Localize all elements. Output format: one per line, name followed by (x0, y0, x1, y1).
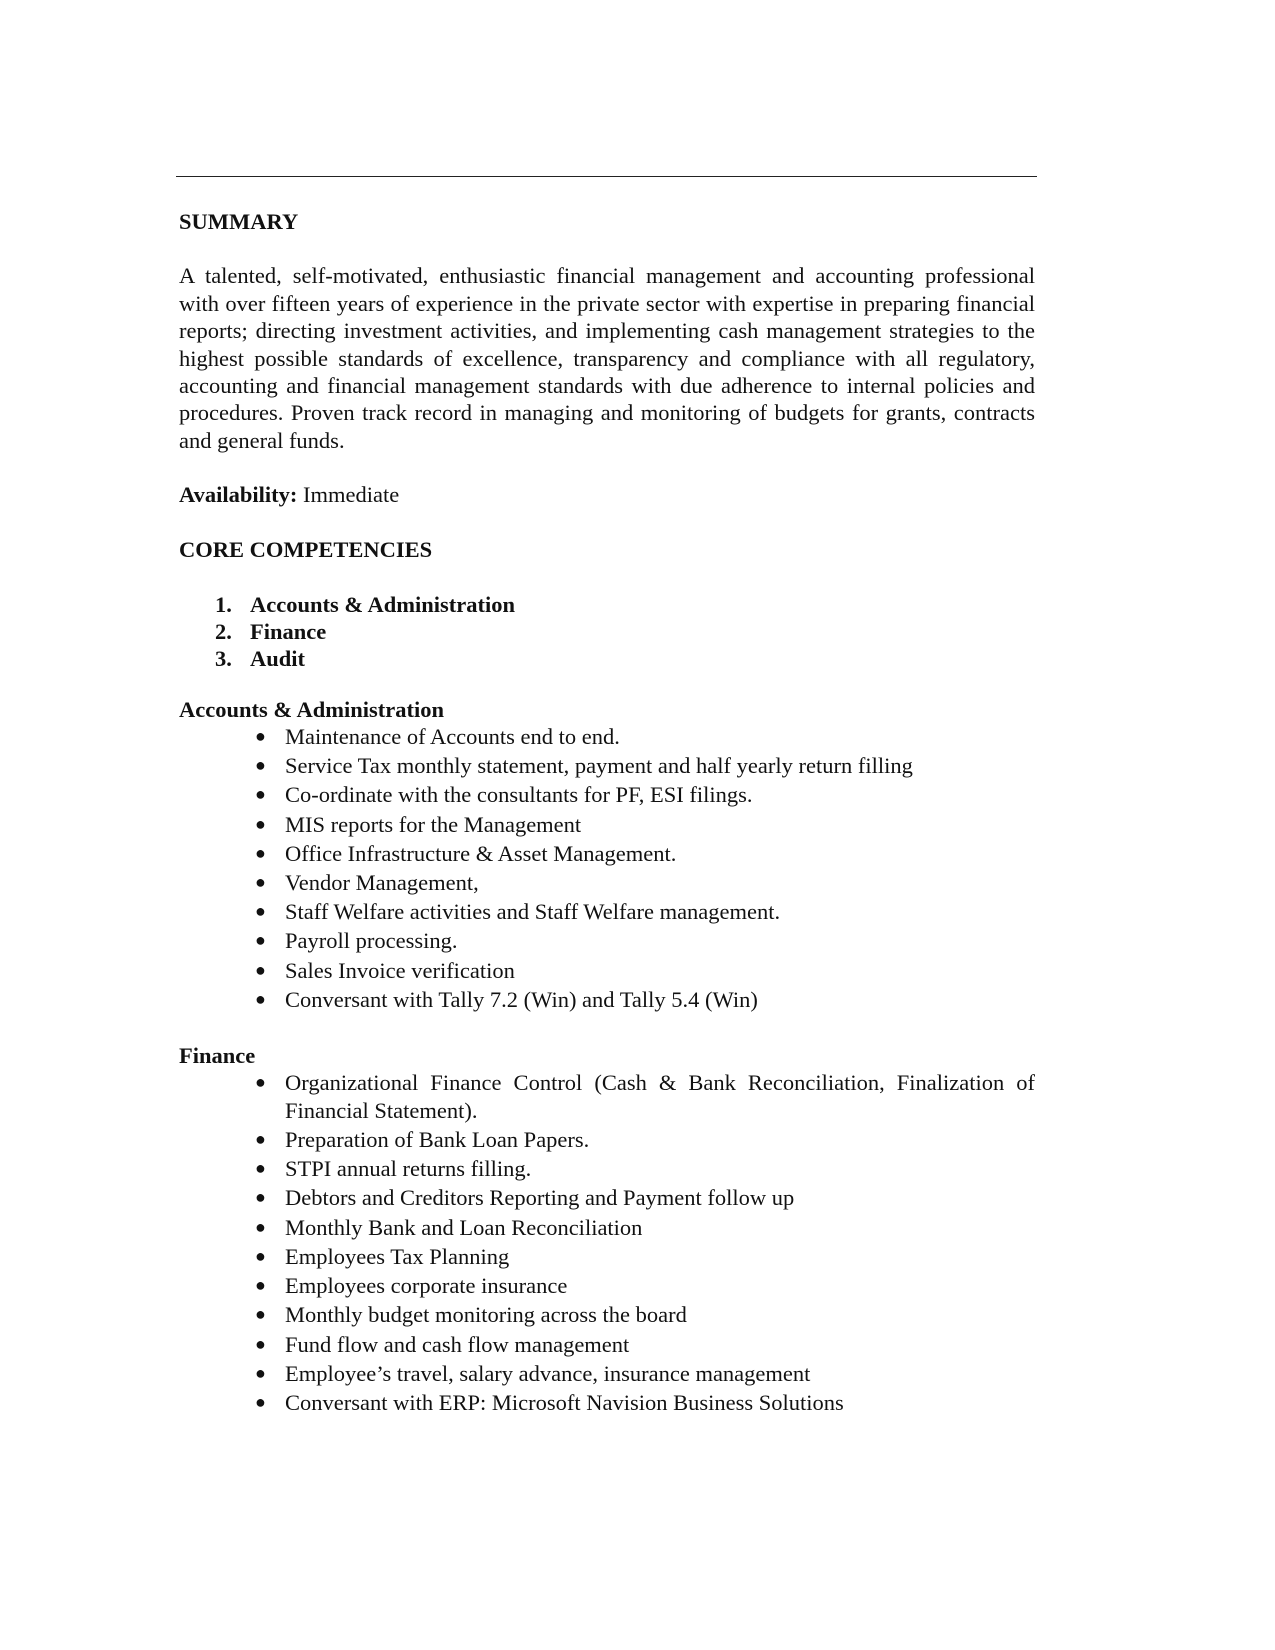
bullet-icon: ● (255, 755, 266, 776)
list-item (179, 898, 1035, 925)
summary-heading: SUMMARY (179, 209, 299, 234)
bullet-icon: ● (255, 872, 266, 893)
list-item (179, 1301, 1035, 1328)
bullet-icon: ● (255, 726, 266, 747)
list-item (179, 1214, 1035, 1241)
list-item-text: Conversant with ERP: Microsoft Navision Business Solutions (285, 1389, 844, 1415)
list-item-text: Staff Welfare activities and Staff Welfare management. (285, 899, 781, 925)
list-item-text: Service Tax monthly statement, payment and half yearly return filling (285, 753, 913, 779)
list-item-text: Maintenance of Accounts end to end. (285, 724, 620, 750)
list-item (179, 645, 1035, 672)
bullet-icon: ● (255, 1072, 266, 1093)
list-item (179, 927, 1035, 954)
list-item-text: Employees Tax Planning (285, 1243, 510, 1269)
bullet-icon: ● (255, 1158, 266, 1179)
header-divider (176, 176, 1037, 177)
bullet-icon: ● (255, 842, 266, 863)
finance-heading: Finance (179, 1043, 256, 1069)
bullet-icon: ● (255, 1391, 266, 1412)
bullet-icon: ● (255, 1304, 266, 1325)
list-item (179, 1155, 1035, 1182)
list-item-text: Fund flow and cash flow management (285, 1331, 630, 1357)
bullet-icon: ● (255, 901, 266, 922)
list-item-text: MIS reports for the Management (285, 811, 582, 837)
list-item (179, 957, 1035, 984)
list-number: 1. (215, 592, 232, 618)
list-item-text: Monthly budget monitoring across the board (285, 1302, 687, 1328)
resume-page (179, 208, 1035, 1418)
list-item (179, 1272, 1035, 1299)
list-item (179, 811, 1035, 838)
availability-label: Availability: (179, 482, 298, 508)
accounts-admin-heading: Accounts & Administration (179, 696, 445, 722)
list-item-text: Payroll processing. (285, 928, 458, 954)
list-item-text: Vendor Management, (285, 870, 479, 896)
list-item (179, 1126, 1035, 1153)
list-item-text: Monthly Bank and Loan Reconciliation (285, 1214, 643, 1240)
finance-list (179, 1069, 1035, 1416)
list-item-text: Co-ordinate with the consultants for PF, ESI filings. (285, 782, 753, 808)
list-item-text: Employee’s travel, salary advance, insurance management (285, 1360, 811, 1386)
list-item (179, 840, 1035, 867)
list-item-text: Employees corporate insurance (285, 1273, 568, 1299)
bullet-icon: ● (255, 988, 266, 1009)
bullet-icon: ● (255, 930, 266, 951)
bullet-icon: ● (255, 1187, 266, 1208)
section-spacer (179, 1015, 1035, 1042)
availability-line (179, 481, 1035, 508)
list-item-label: Finance (250, 619, 327, 645)
list-item-label: Audit (250, 646, 306, 672)
bullet-icon: ● (255, 1333, 266, 1354)
list-number: 2. (215, 619, 232, 645)
list-item (179, 869, 1035, 896)
bullet-icon: ● (255, 1129, 266, 1150)
list-item (179, 986, 1035, 1013)
list-item-text: Organizational Finance Control (Cash & Bank Reconciliation, Finalization of Financial Statement). (285, 1070, 1035, 1123)
list-item (179, 723, 1035, 750)
list-item (179, 1069, 1035, 1124)
bullet-icon: ● (255, 1275, 266, 1296)
list-item (179, 1389, 1035, 1416)
bullet-icon: ● (255, 1216, 266, 1237)
list-item-text: Conversant with Tally 7.2 (Win) and Tally 5.4 (Win) (285, 986, 758, 1012)
list-item-text: Preparation of Bank Loan Papers. (285, 1127, 590, 1153)
list-item-text: STPI annual returns filling. (285, 1156, 532, 1182)
summary-text: A talented, self-motivated, enthusiastic financial management and accounting professional with over fifteen years of experience in the private sector with expertise in preparing financial reports; directing investment activities, and implementing cash management strategies to the highest possible standards of excellence, transparency and compliance with all regulatory, accounting and financial management standards with due adherence to internal policies and procedures. Proven track record in managing and monitoring of budgets for grants, contracts and general funds. (179, 263, 1035, 453)
list-item (179, 1184, 1035, 1211)
bullet-icon: ● (255, 1362, 266, 1383)
list-item (179, 781, 1035, 808)
bullet-icon: ● (255, 784, 266, 805)
list-number: 3. (215, 646, 232, 672)
accounts-admin-list (179, 723, 1035, 1013)
core-competencies-heading: CORE COMPETENCIES (179, 536, 433, 562)
core-competencies-list (179, 591, 1035, 673)
bullet-icon: ● (255, 1245, 266, 1266)
list-item-text: Debtors and Creditors Reporting and Payment follow up (285, 1185, 795, 1211)
list-item (179, 1360, 1035, 1387)
bullet-icon: ● (255, 813, 266, 834)
list-item-text: Sales Invoice verification (285, 957, 515, 983)
list-item-text: Office Infrastructure & Asset Management. (285, 840, 677, 866)
list-item (179, 752, 1035, 779)
list-item (179, 591, 1035, 618)
list-item (179, 1243, 1035, 1270)
bullet-icon: ● (255, 959, 266, 980)
list-item (179, 1331, 1035, 1358)
availability-value: Immediate (302, 482, 400, 508)
list-item (179, 618, 1035, 645)
list-item-label: Accounts & Administration (250, 592, 516, 618)
